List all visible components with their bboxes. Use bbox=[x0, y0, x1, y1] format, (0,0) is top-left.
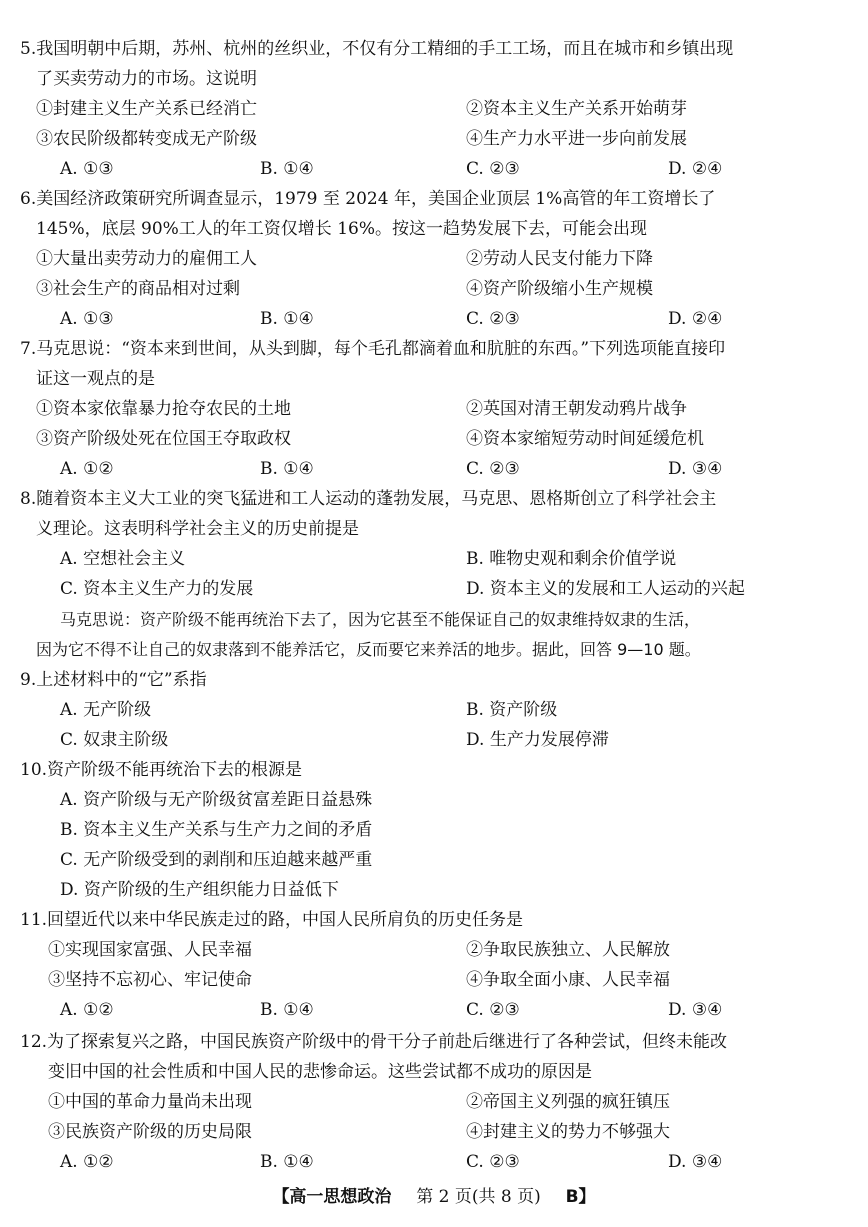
choice-a: A. ①③ bbox=[60, 159, 114, 179]
choice-d: D. ③④ bbox=[668, 1152, 723, 1172]
statement-3: ③社会生产的商品相对过剩 bbox=[36, 279, 240, 299]
footer-page-number: 第 2 页(共 8 页) bbox=[416, 1187, 541, 1207]
statement-3: ③农民阶级都转变成无产阶级 bbox=[36, 129, 257, 149]
statement-4: ④封建主义的势力不够强大 bbox=[466, 1122, 670, 1142]
footer-version: B】 bbox=[565, 1187, 596, 1207]
choice-c: C. ②③ bbox=[466, 159, 520, 179]
choice-a: A. 无产阶级 bbox=[60, 700, 152, 720]
choice-a: A. 空想社会主义 bbox=[60, 549, 186, 569]
choice-c: C. ②③ bbox=[466, 1152, 520, 1172]
question-stem-cont: 145%，底层 90%工人的年工资仅增长 16%。按这一趋势发展下去，可能会出现 bbox=[36, 219, 647, 239]
statement-4: ④资产阶级缩小生产规模 bbox=[466, 279, 653, 299]
choice-a: A. ①③ bbox=[60, 309, 114, 329]
choice-b: B. ①④ bbox=[260, 459, 314, 479]
statement-2: ②争取民族独立、人民解放 bbox=[466, 940, 670, 960]
question-stem: 9.上述材料中的“它”系指 bbox=[20, 670, 207, 690]
choice-d: D. ③④ bbox=[668, 459, 723, 479]
choice-c: C. ②③ bbox=[466, 1000, 520, 1020]
choice-b: B. ①④ bbox=[260, 1152, 314, 1172]
statement-2: ②资本主义生产关系开始萌芽 bbox=[466, 99, 687, 119]
question-stem: 8.随着资本主义大工业的突飞猛进和工人运动的蓬勃发展，马克思、恩格斯创立了科学社会主 bbox=[20, 489, 717, 509]
choice-d: D. ③④ bbox=[668, 1000, 723, 1020]
choice-d: D. ②④ bbox=[668, 309, 723, 329]
question-stem: 12.为了探索复兴之路，中国民族资产阶级中的骨干分子前赴后继进行了各种尝试，但终未能改 bbox=[20, 1032, 728, 1052]
statement-2: ②英国对清王朝发动鸦片战争 bbox=[466, 399, 687, 419]
choice-d: D. ②④ bbox=[668, 159, 723, 179]
choice-b: B. 资本主义生产关系与生产力之间的矛盾 bbox=[60, 820, 373, 840]
question-stem-cont: 证这一观点的是 bbox=[36, 369, 155, 389]
choice-a: A. ①② bbox=[60, 1000, 114, 1020]
statement-4: ④生产力水平进一步向前发展 bbox=[466, 129, 687, 149]
question-stem: 5.我国明朝中后期，苏州、杭州的丝织业，不仅有分工精细的手工工场，而且在城市和乡镇出现 bbox=[20, 39, 734, 59]
choice-d: D. 生产力发展停滞 bbox=[466, 730, 609, 750]
choice-b: B. 资产阶级 bbox=[466, 700, 558, 720]
question-stem: 7.马克思说：“资本来到世间，从头到脚，每个毛孔都滴着血和肮脏的东西。”下列选项能直接印 bbox=[20, 339, 726, 359]
material-line-2: 因为它不得不让自己的奴隶落到不能养活它，反而要它来养活的地步。据此，回答 9—10 题。 bbox=[36, 640, 701, 659]
statement-2: ②帝国主义列强的疯狂镇压 bbox=[466, 1092, 670, 1112]
question-stem-cont: 变旧中国的社会性质和中国人民的悲惨命运。这些尝试都不成功的原因是 bbox=[48, 1062, 592, 1082]
statement-1: ①封建主义生产关系已经消亡 bbox=[36, 99, 257, 119]
choice-b: B. ①④ bbox=[260, 1000, 314, 1020]
choice-d: D. 资本主义的发展和工人运动的兴起 bbox=[466, 579, 745, 599]
choice-c: C. ②③ bbox=[466, 459, 520, 479]
statement-1: ①实现国家富强、人民幸福 bbox=[48, 940, 252, 960]
choice-a: A. ①② bbox=[60, 459, 114, 479]
choice-c: C. 奴隶主阶级 bbox=[60, 730, 169, 750]
question-stem-cont: 了买卖劳动力的市场。这说明 bbox=[36, 69, 257, 89]
statement-3: ③民族资产阶级的历史局限 bbox=[48, 1122, 252, 1142]
question-stem: 11.回望近代以来中华民族走过的路，中国人民所肩负的历史任务是 bbox=[20, 910, 524, 930]
statement-4: ④资本家缩短劳动时间延缓危机 bbox=[466, 429, 704, 449]
statement-1: ①资本家依靠暴力抢夺农民的土地 bbox=[36, 399, 291, 419]
material-line-1: 马克思说：资产阶级不能再统治下去了，因为它甚至不能保证自己的奴隶维持奴隶的生活， bbox=[60, 610, 701, 629]
question-stem: 6.美国经济政策研究所调查显示，1979 至 2024 年，美国企业顶层 1%高管的年工资增长了 bbox=[20, 189, 716, 209]
choice-a: A. ①② bbox=[60, 1152, 114, 1172]
choice-c: C. 无产阶级受到的剥削和压迫越来越严重 bbox=[60, 850, 373, 870]
choice-a: A. 资产阶级与无产阶级贫富差距日益悬殊 bbox=[60, 790, 373, 810]
statement-4: ④争取全面小康、人民幸福 bbox=[466, 970, 670, 990]
question-stem-cont: 义理论。这表明科学社会主义的历史前提是 bbox=[36, 519, 359, 539]
question-stem: 10.资产阶级不能再统治下去的根源是 bbox=[20, 760, 303, 780]
page-footer bbox=[0, 1186, 868, 1208]
statement-2: ②劳动人民支付能力下降 bbox=[466, 249, 653, 269]
choice-b: B. ①④ bbox=[260, 309, 314, 329]
choice-b: B. ①④ bbox=[260, 159, 314, 179]
choice-d: D. 资产阶级的生产组织能力日益低下 bbox=[60, 880, 339, 900]
footer-subject: 【高一思想政治 bbox=[272, 1187, 392, 1207]
choice-c: C. ②③ bbox=[466, 309, 520, 329]
statement-1: ①中国的革命力量尚未出现 bbox=[48, 1092, 252, 1112]
choice-c: C. 资本主义生产力的发展 bbox=[60, 579, 254, 599]
statement-1: ①大量出卖劳动力的雇佣工人 bbox=[36, 249, 257, 269]
statement-3: ③资产阶级处死在位国王夺取政权 bbox=[36, 429, 291, 449]
choice-b: B. 唯物史观和剩余价值学说 bbox=[466, 549, 677, 569]
statement-3: ③坚持不忘初心、牢记使命 bbox=[48, 970, 252, 990]
